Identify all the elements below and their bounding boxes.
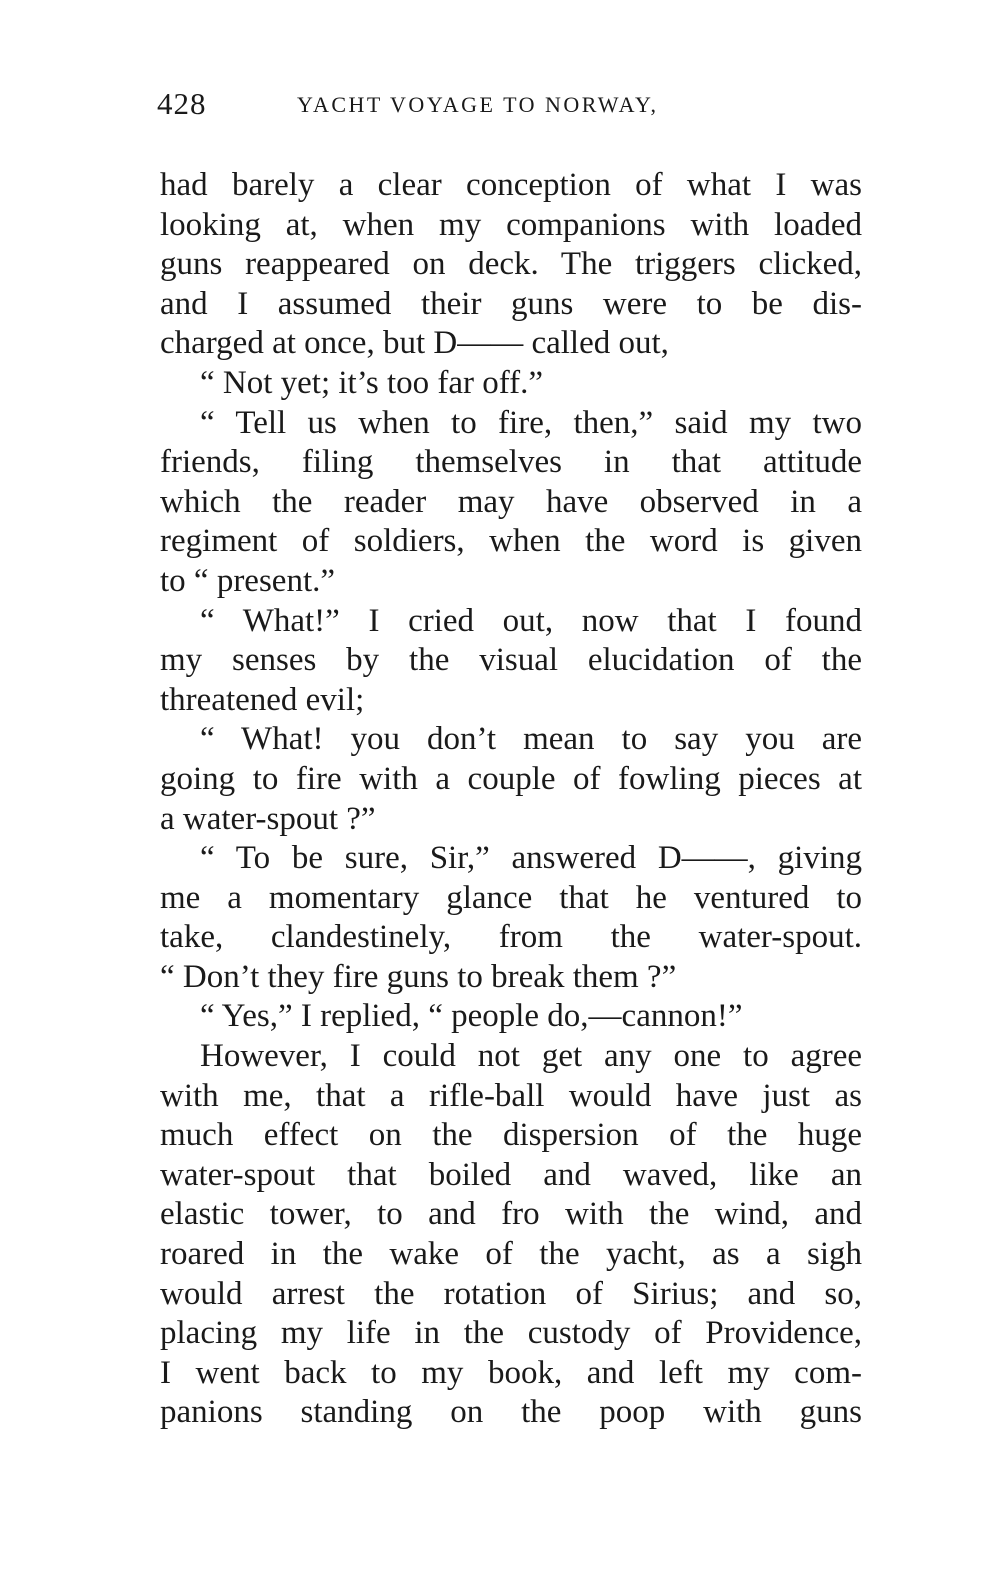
text-line: take, clandestinely, from the water-spout. — [160, 919, 862, 956]
running-title: YACHT VOYAGE TO NORWAY, — [297, 92, 659, 117]
running-head — [157, 86, 857, 126]
text-line: “ Tell us when to fire, then,” said my two — [200, 404, 862, 441]
text-line: much effect on the dispersion of the huge — [160, 1117, 862, 1154]
text-line: would arrest the rotation of Sirius; and so, — [160, 1275, 862, 1312]
text-line: “ Yes,” I replied, “ people do,—cannon!” — [200, 998, 743, 1035]
text-line: my senses by the visual elucidation of the — [160, 642, 862, 679]
text-line: “ What!” I cried out, now that I found — [200, 602, 862, 639]
text-line: panions standing on the poop with guns — [160, 1394, 862, 1431]
text-line: me a momentary glance that he ventured to — [160, 879, 862, 916]
text-line: with me, that a rifle-ball would have just as — [160, 1077, 862, 1114]
text-line: placing my life in the custody of Providence, — [160, 1315, 862, 1352]
text-line: going to fire with a couple of fowling pieces at — [160, 760, 862, 797]
text-line: “ Not yet; it’s too far off.” — [200, 364, 544, 401]
text-line: roared in the wake of the yacht, as a sigh — [160, 1236, 862, 1273]
text-line: which the reader may have observed in a — [160, 483, 862, 520]
text-line: “ To be sure, Sir,” answered D——, giving — [200, 840, 862, 877]
text-line: threatened evil; — [160, 681, 365, 718]
page-number: 428 — [157, 86, 207, 121]
text-line: looking at, when my companions with loaded — [160, 206, 862, 243]
text-line: guns reappeared on deck. The triggers clicked, — [160, 246, 862, 283]
text-line: elastic tower, to and fro with the wind, and — [160, 1196, 862, 1233]
text-line: to “ present.” — [160, 562, 336, 599]
text-line: and I assumed their guns were to be dis- — [160, 285, 862, 322]
text-line: However, I could not get any one to agree — [200, 1038, 862, 1075]
text-line: charged at once, but D—— called out, — [160, 325, 669, 362]
text-line: had barely a clear conception of what I was — [160, 167, 862, 203]
text-line: water-spout that boiled and waved, like an — [160, 1156, 862, 1193]
text-line: friends, filing themselves in that attitude — [160, 444, 862, 481]
text-line: “ What! you don’t mean to say you are — [200, 721, 862, 758]
text-line: regiment of soldiers, when the word is given — [160, 523, 862, 560]
body-text — [160, 166, 862, 1433]
text-line: a water-spout ?” — [160, 800, 376, 837]
text-line: “ Don’t they fire guns to break them ?” — [160, 958, 677, 995]
text-line: I went back to my book, and left my com- — [160, 1354, 862, 1391]
